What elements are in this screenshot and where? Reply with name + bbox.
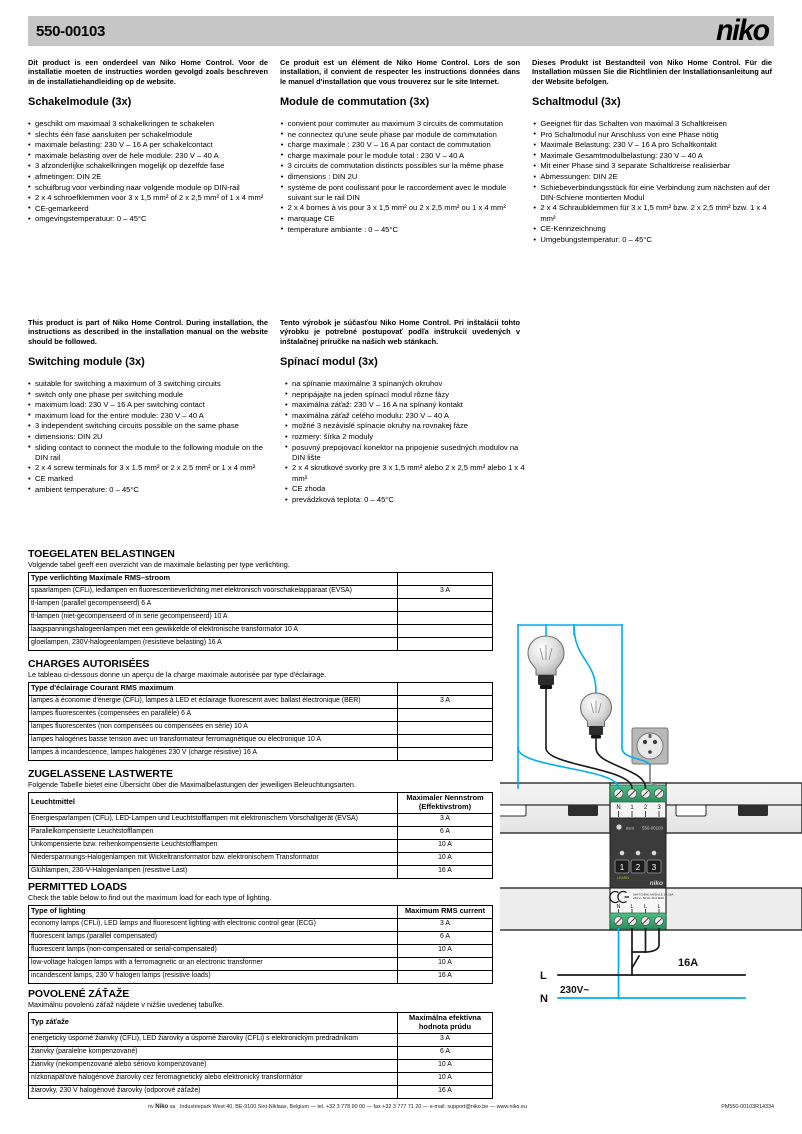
spec-list-de — [533, 119, 774, 246]
bullet-item: • afmetingen: DIN 2E — [28, 172, 269, 182]
bullet-item: • marquage CE — [281, 214, 522, 224]
supply-neutral-label: N — [540, 993, 548, 1005]
load-table-block-nl — [28, 548, 493, 651]
table-row — [29, 839, 493, 852]
header-bar — [28, 16, 774, 46]
bullet-item: • Umgebungstemperatur: 0 – 45°C — [533, 235, 774, 245]
cell-lighting-type: lampes halogènes basse tension avec un transformateur ferromagnétique ou électronique 10 A — [29, 734, 398, 747]
col-header-type: Leuchtmittel — [29, 792, 398, 813]
table-row — [29, 1059, 493, 1072]
section-headings-mid — [28, 356, 774, 368]
bullet-item: • CE marked — [28, 474, 273, 484]
cell-lighting-type: žiarivky (nekompenzované alebo sériovo kompenzované) — [29, 1059, 398, 1072]
heading-fr: Module de commutation (3x) — [280, 96, 430, 108]
bullet-item: • možné 3 nezávislé spínacie okruhy na rovnakej fáze — [285, 421, 530, 431]
col-header-current: Maximálna efektívna hodnota prúdu — [398, 1012, 493, 1033]
module-brand: niko — [649, 880, 663, 887]
bullet-item: • système de pont coulissant pour le raccordement avec le module suivant sur le rail DIN — [281, 183, 522, 204]
bullet-item: • 2 x 4 skrutkové svorky pre 3 x 1,5 mm² alebo 2 x 2,5 mm² alebo 1 x 4 mm² — [285, 463, 530, 484]
load-table — [28, 682, 493, 761]
cell-lighting-type: žiarovky, 230 V halogénové žiarovky (odporové záťaže) — [29, 1085, 398, 1098]
intro-paragraph-nl: Dit product is een onderdeel van Niko Home Control. Voor de installatie moeten de instructies worden gevolgd zoals beschreven in de installatiehandleiding op de website. — [28, 58, 268, 86]
table-row — [29, 624, 493, 637]
col-header-type: Type d'éclairage Courant RMS maximum — [29, 682, 398, 695]
bullet-item: • dimensions : DIN 2U — [281, 172, 522, 182]
bullet-item: • rozmery: šírka 2 moduly — [285, 432, 530, 442]
cell-lighting-type: lampes fluorescentes (compensées en parallèle) 6 A — [29, 708, 398, 721]
bullet-item: • Maximale Belastung: 230 V – 16 A pro Schaltkontakt — [533, 140, 774, 150]
module-bus-label: BUS — [626, 825, 635, 831]
cell-lighting-type: Unkompensierte bzw. reihenkompensierte Leuchtstofflampen — [29, 839, 398, 852]
learn-label: LEARN — [617, 876, 629, 880]
bullet-item: • 3 circuits de commutation distincts possibles sur la même phase — [281, 161, 522, 171]
module-marking: 550-00103 — [642, 825, 663, 831]
table-row — [29, 1085, 493, 1098]
footer-company-prefix: nv — [148, 1104, 154, 1110]
table-subtitle: Le tableau ci-dessous donne un aperçu de la charge maximale autorisée par type d'éclairage. — [28, 670, 327, 679]
table-row — [29, 1033, 493, 1046]
cell-max-current: 16 A — [398, 865, 493, 878]
footer-company-line — [28, 1104, 527, 1111]
bullet-item: • sliding contact to connect the module to the following module on the DIN rail — [28, 443, 273, 464]
article-number: 550-00103 — [36, 22, 106, 40]
table-subtitle: Volgende tabel geeft een overzicht van de maximale belasting per type verlichting. — [28, 560, 290, 569]
bullet-item: • charge maximale pour le module total : 230 V – 40 A — [281, 151, 522, 161]
supply-voltage-label: 230V~ — [560, 985, 590, 996]
table-title: ZUGELASSENE LASTWERTE — [28, 768, 173, 780]
intro-paragraph-fr: Ce produit est un élément de Niko Home Control. Lors de son installation, il convient de respecter les instructions données dans le manuel d'installation que vous trouverez sur le site Internet. — [280, 58, 520, 86]
table-row — [29, 852, 493, 865]
bullet-item: • schuifbrug voor verbinding naar volgende module op DIN-rail — [28, 183, 269, 193]
table-title: CHARGES AUTORISÉES — [28, 658, 150, 670]
breaker-rating-label: 16A — [678, 957, 699, 969]
col-header-current: Maximaler Nennstrom (Effektivstrom) — [398, 792, 493, 813]
bullet-item: • maximum load for the entire module: 230 V – 40 A — [28, 411, 273, 421]
intro-paragraph-de: Dieses Produkt ist Bestandteil von Niko Home Control. Für die Installation müssen Sie die Richtlinien der Installationsanleitung auf der Website befolgen. — [532, 58, 772, 86]
cell-max-current — [398, 637, 493, 650]
intro-paragraphs-top — [28, 58, 774, 86]
bullet-item: • CE zhoda — [285, 484, 530, 494]
svg-text:L: L — [630, 904, 634, 910]
niko-logo: niko — [715, 14, 769, 47]
load-table — [28, 792, 493, 879]
cell-lighting-type: lampes à incandescence, lampes halogènes 230 V (charge résistive) 16 A — [29, 747, 398, 760]
load-table-block-en — [28, 881, 493, 984]
table-title: POVOLENÉ ZÁŤAŽE — [28, 988, 130, 1000]
cell-max-current: 3 A — [398, 1033, 493, 1046]
spec-list-en — [28, 379, 273, 506]
svg-text:L: L — [657, 904, 661, 910]
bullet-item: • CE-Kennzeichnung — [533, 224, 774, 234]
table-row — [29, 734, 493, 747]
cell-lighting-type: žiarivky (paralelne kompenzované) — [29, 1046, 398, 1059]
col-header-current — [398, 572, 493, 585]
col-header-current — [398, 682, 493, 695]
cell-lighting-type: incandescent lamps, 230 V halogen lamps (resistive loads) — [29, 970, 398, 983]
bullet-item: • ne connectez qu'une seule phase par module de commutation — [281, 130, 522, 140]
bullet-item: • Maximale Gesamtmodulbelastung: 230 V – 40 A — [533, 151, 774, 161]
cell-lighting-type: Parallelkompensierte Leuchtstofflampen — [29, 826, 398, 839]
svg-text:2: 2 — [635, 863, 641, 872]
cell-max-current: 10 A — [398, 1059, 493, 1072]
footer-company-suffix: sa — [169, 1104, 176, 1110]
col-header-current: Maximum RMS current — [398, 905, 493, 918]
table-title: TOEGELATEN BELASTINGEN — [28, 548, 175, 560]
bullet-item: • geschikt om maximaal 3 schakelkringen te schakelen — [28, 119, 269, 129]
cell-max-current — [398, 624, 493, 637]
cell-max-current — [398, 708, 493, 721]
channel-buttons — [615, 860, 661, 873]
supply-line-label: L — [540, 970, 547, 982]
table-row — [29, 708, 493, 721]
svg-text:1: 1 — [619, 863, 625, 872]
heading-nl: Schakelmodule (3x) — [28, 96, 132, 108]
table-subtitle: Check the table below to find out the maximum load for each type of lighting. — [28, 893, 272, 902]
cell-max-current — [398, 734, 493, 747]
table-header-row — [29, 905, 493, 918]
status-led-icon — [616, 824, 621, 829]
intro-paragraph-sk: Tento výrobok je súčasťou Niko Home Control. Pri inštalácii tohto výrobku je potrebné postupovať podľa inštrukcií uvedených v inštalačnej príručke na našich web stánkach. — [280, 318, 520, 346]
spec-list-nl — [28, 119, 269, 246]
cell-lighting-type: tl-lampen (parallel gecompenseerd) 6 A — [29, 598, 398, 611]
bullet-item: • maximale belasting over de hele module: 230 V – 40 A — [28, 151, 269, 161]
bullet-item: • 2 x 4 screw terminals for 3 x 1.5 mm² or 2 x 2.5 mm² or 1 x 4 mm² — [28, 463, 273, 473]
cell-max-current — [398, 721, 493, 734]
bullet-list-de — [533, 119, 774, 245]
bullet-item: • dimensions: DIN 2U — [28, 432, 273, 442]
cell-max-current — [398, 611, 493, 624]
bullet-item: • Pro Schaltmodul nur Anschluss von eine Phase nötig — [533, 130, 774, 140]
cell-lighting-type: lampes fluorescentes (non compensées ou compensées en série) 10 A — [29, 721, 398, 734]
module-rating-line2: 230 V~ 50 Hz 40 A MAX. — [633, 896, 665, 901]
bullet-item: • Schiebeverbindungsstück für eine Verbindung zum nächsten auf der DIN-Schiene montierten Modul — [533, 183, 774, 204]
load-table — [28, 572, 493, 651]
cell-lighting-type: nízkonapäťové halogénové žiarovky cez feromagnetický alebo elektronický transformátor — [29, 1072, 398, 1085]
bullet-item: • Geeignet für das Schalten von maximal 3 Schaltkreisen — [533, 119, 774, 129]
cell-max-current: 3 A — [398, 918, 493, 931]
cell-lighting-type: gloeilampen, 230V-halogeenlampen (resistieve belasting) 16 A — [29, 637, 398, 650]
footer-doc-code: PM550-00103R14334 — [721, 1104, 774, 1110]
bullet-item: • maximum load: 230 V – 16 A per switching contact — [28, 400, 273, 410]
bullet-item: • maximálna záťaž celého modulu: 230 V – 40 A — [285, 411, 530, 421]
load-table — [28, 1012, 493, 1099]
table-row — [29, 865, 493, 878]
intro-paragraphs-mid — [28, 318, 774, 346]
bullet-item: • CE-gemarkeerd — [28, 204, 269, 214]
cell-lighting-type: laagspanningshalogeenlampen met een gewikkelde of elektronische transformator 10 A — [29, 624, 398, 637]
bullet-item: • maximale belasting: 230 V – 16 A per schakelcontact — [28, 140, 269, 150]
table-row — [29, 747, 493, 760]
footer-company-name: Niko — [155, 1104, 169, 1110]
bullet-item: • 3 independent switching circuits possible on the same phase — [28, 421, 273, 431]
cell-max-current: 10 A — [398, 1072, 493, 1085]
cell-lighting-type: economy lamps (CFLi), LED lamps and fluorescent lighting with electronic control gear (ECG) — [29, 918, 398, 931]
load-table-block-sk — [28, 988, 493, 1099]
bullet-item: • 2 x 4 Schraubklemmen für 3 x 1,5 mm² bzw. 2 x 2,5 mm² bzw. 1 x 4 mm² — [533, 203, 774, 224]
table-row — [29, 1072, 493, 1085]
spec-bullets-top — [28, 119, 774, 246]
svg-text:L: L — [644, 904, 647, 910]
cell-lighting-type: lampes à économie d'énergie (CFLi), lampes à LED et éclairage fluorescent avec ballast électronique (BER) — [29, 695, 398, 708]
svg-text:N: N — [616, 904, 621, 910]
table-header-row — [29, 572, 493, 585]
svg-text:3: 3 — [651, 863, 657, 872]
spec-bullets-mid — [28, 379, 774, 506]
wiring-diagram — [500, 600, 802, 1070]
table-row — [29, 695, 493, 708]
table-row — [29, 598, 493, 611]
heading-de: Schaltmodul (3x) — [532, 96, 621, 108]
cell-max-current: 3 A — [398, 695, 493, 708]
svg-text:1: 1 — [630, 805, 634, 811]
table-row — [29, 826, 493, 839]
col-header-type: Typ záťaže — [29, 1012, 398, 1033]
bullet-item: • charge maximale : 230 V – 16 A par contact de commutation — [281, 140, 522, 150]
cell-max-current — [398, 747, 493, 760]
cell-max-current: 10 A — [398, 957, 493, 970]
bullet-item: • ambient temperature: 0 – 45°C — [28, 485, 273, 495]
bullet-item: • slechts één fase aansluiten per schakelmodule — [28, 130, 269, 140]
bullet-list-fr — [281, 119, 522, 235]
table-row — [29, 944, 493, 957]
cell-max-current: 3 A — [398, 585, 493, 598]
load-table — [28, 905, 493, 984]
table-row — [29, 721, 493, 734]
bullet-item: • 2 x 4 schroefklemmen voor 3 x 1,5 mm² of 2 x 2,5 mm² of 1 x 4 mm² — [28, 193, 269, 203]
footer-address: Industriepark West 40, BE-9100 Sint-Niklaas, Belgium — tel. +32 3 778 90 00 — fax +32 3 777 71 20 — e-mail: support@niko.be — www.niko.eu — [179, 1104, 527, 1110]
module-faceplate — [610, 818, 666, 888]
cell-lighting-type: energeticky úsporné žiarivky (CFLi), LED žiarovky a úsporné žiarovky (CFLi) s elektronickým predradníkom — [29, 1033, 398, 1046]
section-headings-top — [28, 96, 774, 108]
bullet-item: • convient pour commuter au maximum 3 circuits de commutation — [281, 119, 522, 129]
bullet-item: • switch only one phase per switching module — [28, 390, 273, 400]
bullet-item: • suitable for switching a maximum of 3 switching circuits — [28, 379, 273, 389]
heading-en: Switching module (3x) — [28, 356, 145, 368]
table-row — [29, 585, 493, 598]
load-table-block-fr — [28, 658, 493, 761]
bullet-item: • maximálna záťaž: 230 V – 16 A na spínaný kontakt — [285, 400, 530, 410]
bullet-list-nl — [28, 119, 269, 225]
bullet-item: • omgevingstemperatuur: 0 – 45°C — [28, 214, 269, 224]
spec-list-fr — [281, 119, 522, 246]
bullet-item: • nepripájajte na jeden spínací modul rôzne fázy — [285, 390, 530, 400]
bullet-item: • Abmessungen: DIN 2E — [533, 172, 774, 182]
cell-max-current: 6 A — [398, 1046, 493, 1059]
bullet-list-en — [28, 379, 273, 495]
table-row — [29, 1046, 493, 1059]
cell-lighting-type: tl-lampen (niet-gecompenseerd of in serie gecompenseerd) 10 A — [29, 611, 398, 624]
svg-text:N: N — [616, 805, 621, 811]
spec-list-sk — [285, 379, 530, 506]
cell-max-current: 10 A — [398, 852, 493, 865]
bullet-item: • 3 afzonderlijke schakelkringen mogelijk op dezelfde fase — [28, 161, 269, 171]
table-header-row — [29, 682, 493, 695]
cell-lighting-type: Glühlampen, 230-V-Halogenlampen (resistive Last) — [29, 865, 398, 878]
din-rail-bottom — [500, 888, 802, 930]
table-row — [29, 611, 493, 624]
table-row — [29, 918, 493, 931]
table-subtitle: Folgende Tabelle bietet eine Übersicht über die Maximalbelastungen der jeweiligen Beleuchtungsarten. — [28, 780, 356, 789]
cell-max-current: 16 A — [398, 970, 493, 983]
lamp-icon-1 — [528, 636, 564, 689]
heading-sk: Spínací modul (3x) — [280, 356, 378, 368]
cell-lighting-type: fluorescent lamps (non-compensated or serial-compensated) — [29, 944, 398, 957]
col-header-type: Type of lighting — [29, 905, 398, 918]
page-footer — [28, 1104, 774, 1111]
cell-max-current: 10 A — [398, 839, 493, 852]
bullet-item: • 2 x 4 bornes à vis pour 3 x 1,5 mm² ou 2 x 2,5 mm² ou 1 x 4 mm² — [281, 203, 522, 213]
table-header-row — [29, 1012, 493, 1033]
table-row — [29, 970, 493, 983]
cell-lighting-type: Energiesparlampen (CFLi), LED-Lampen und Leuchtstofflampen mit elektronischem Vorschaltgerät (EVSA) — [29, 813, 398, 826]
table-row — [29, 931, 493, 944]
bullet-list-sk — [285, 379, 530, 505]
table-title: PERMITTED LOADS — [28, 881, 127, 893]
cell-lighting-type: low-voltage halogen lamps with a ferromagnetic or an electronic transformer — [29, 957, 398, 970]
table-row — [29, 637, 493, 650]
cell-max-current: 6 A — [398, 931, 493, 944]
bullet-item: • na spínanie maximálne 3 spínaných okruhov — [285, 379, 530, 389]
cell-lighting-type: fluorescent lamps (parallel compensated) — [29, 931, 398, 944]
table-row — [29, 813, 493, 826]
col-header-type: Type verlichting Maximale RMS–stroom — [29, 572, 398, 585]
table-header-row — [29, 792, 493, 813]
bullet-item: • température ambiante : 0 – 45°C — [281, 225, 522, 235]
lamp-icon-2 — [581, 693, 612, 739]
cell-max-current: 10 A — [398, 944, 493, 957]
load-table-block-de — [28, 768, 493, 879]
cell-lighting-type: Niederspannungs-Halogenlampen mit Wickeltransformator bzw. elektronischem Transformator — [29, 852, 398, 865]
table-row — [29, 957, 493, 970]
bullet-item: • Mit einer Phase sind 3 separate Schaltkreise realisierbar — [533, 161, 774, 171]
cell-lighting-type: spaarlampen (CFLi), ledlampen en fluorescentieverlichting met elektronisch voorschakelapparaat (EVSA) — [29, 585, 398, 598]
cell-max-current — [398, 598, 493, 611]
cell-max-current: 6 A — [398, 826, 493, 839]
svg-text:2: 2 — [643, 805, 648, 811]
bullet-item: • posuvný prepojovací konektor na pripojenie susedných modulov na DIN lište — [285, 443, 530, 464]
cell-max-current: 3 A — [398, 813, 493, 826]
svg-text:3: 3 — [657, 805, 661, 811]
module-rating-line1: SWITCHING MODULE 3 x 16A — [633, 892, 674, 897]
cell-max-current: 16 A — [398, 1085, 493, 1098]
table-subtitle: Maximálnu povolenú záťaž nájdete v nižšie uvedenej tabuľke. — [28, 1000, 225, 1009]
bullet-item: • prevádzková teplota: 0 – 45°C — [285, 495, 530, 505]
intro-paragraph-en: This product is part of Niko Home Control. During installation, the instructions as described in the installation manual on the website should be followed. — [28, 318, 268, 346]
